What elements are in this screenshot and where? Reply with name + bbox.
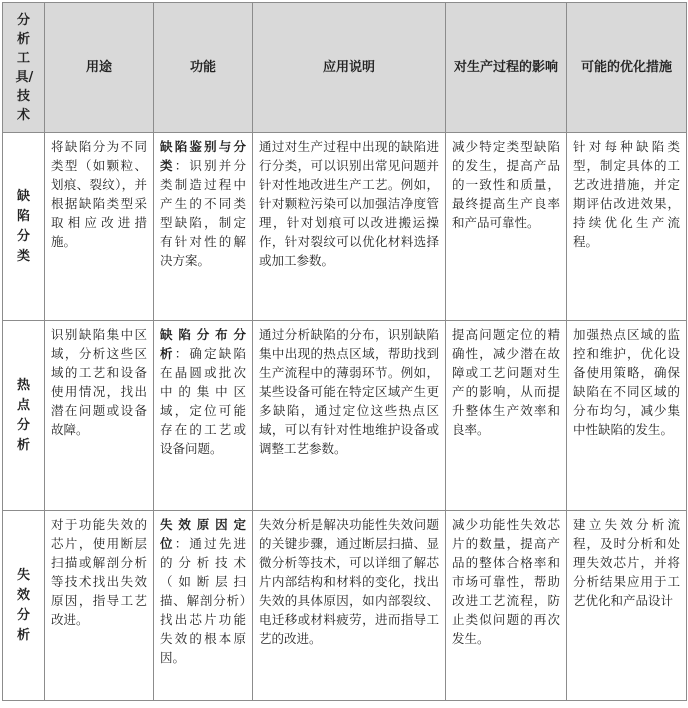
tool-name: 热点分析 <box>3 321 45 511</box>
function-title: 失效原因定位 <box>160 517 246 551</box>
table-row <box>3 511 687 701</box>
usage-cell: 对于功能失效的芯片，使用断层扫描或解剖分析等技术找出失效原因，指导工艺改进。 <box>45 511 154 701</box>
header-optimization: 可能的优化措施 <box>567 3 687 133</box>
usage-cell: 将缺陷分为不同类型（如颗粒、划痕、裂纹），并根据缺陷类型采取相应改进措施。 <box>45 133 154 321</box>
function-text: ：识别并分类制造过程中产生的不同类型缺陷，制定有针对性的解决方案。 <box>160 158 246 268</box>
tool-name: 缺陷分类 <box>3 133 45 321</box>
header-usage: 用途 <box>45 3 154 133</box>
explanation-cell: 通过对生产过程中出现的缺陷进行分类，可以识别出常见问题并针对性地改进生产工艺。例如，针对颗粒污染可以加强洁净度管理，针对划痕可以改进搬运操作，针对裂纹可以优化材料选择或加工参数。 <box>253 133 446 321</box>
function-cell <box>154 321 253 511</box>
function-cell <box>154 133 253 321</box>
header-impact: 对生产过程的影响 <box>446 3 567 133</box>
analysis-tools-table <box>2 2 687 701</box>
impact-cell: 减少功能性失效芯片的数量，提高产品的整体合格率和市场可靠性，帮助改进工艺流程，防止类似问题的再次发生。 <box>446 511 567 701</box>
explanation-cell: 失效分析是解决功能性失效问题的关键步骤，通过断层扫描、显微分析等技术，可以详细了解芯片内部结构和材料的变化，找出失效的具体原因，如内部裂纹、电迁移或材料疲劳，进而指导工艺的改进。 <box>253 511 446 701</box>
table-row <box>3 321 687 511</box>
optimization-cell: 针对每种缺陷类型，制定具体的工艺改进措施，并定期评估改进效果，持续优化生产流程。 <box>567 133 687 321</box>
function-title: 缺陷分布分析 <box>160 327 246 361</box>
function-text: ：通过先进的分析技术（如断层扫描、解剖分析）找出芯片功能失效的根本原因。 <box>160 536 246 665</box>
header-row <box>3 3 687 133</box>
optimization-cell: 加强热点区域的监控和维护，优化设备使用策略，确保缺陷在不同区域的分布均匀，减少集中性缺陷的发生。 <box>567 321 687 511</box>
impact-cell: 提高问题定位的精确性，减少潜在故障或工艺问题对生产的影响，从而提升整体生产效率和良率。 <box>446 321 567 511</box>
usage-cell: 识别缺陷集中区域，分析这些区域的工艺和设备使用情况，找出潜在问题或设备故障。 <box>45 321 154 511</box>
tool-name: 失效分析 <box>3 511 45 701</box>
function-text: ：确定缺陷在晶圆或批次中的集中区域，定位可能存在的工艺或设备问题。 <box>160 346 246 456</box>
table-row <box>3 133 687 321</box>
header-explanation: 应用说明 <box>253 3 446 133</box>
impact-cell: 减少特定类型缺陷的发生，提高产品的一致性和质量，最终提高生产良率和产品可靠性。 <box>446 133 567 321</box>
function-title: 缺陷鉴别与分类 <box>160 139 246 173</box>
optimization-cell: 建立失效分析流程，及时分析和处理失效芯片，并将分析结果应用于工艺优化和产品设计 <box>567 511 687 701</box>
function-cell <box>154 511 253 701</box>
header-tool: 分析工具/技术 <box>3 3 45 133</box>
header-function: 功能 <box>154 3 253 133</box>
explanation-cell: 通过分析缺陷的分布，识别缺陷集中出现的热点区域，帮助找到生产流程中的薄弱环节。例如，某些设备可能在特定区域产生更多缺陷，通过定位这些热点区域，可以有针对性地维护设备或调整工艺参数。 <box>253 321 446 511</box>
